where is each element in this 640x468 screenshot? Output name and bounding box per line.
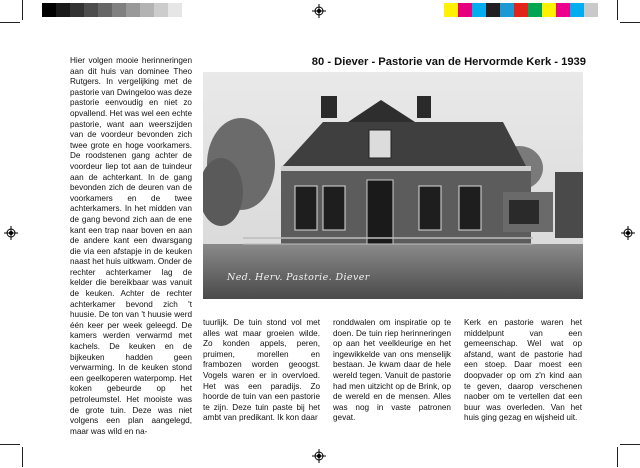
registration-mark-right	[621, 226, 635, 240]
registration-mark-bottom	[312, 449, 326, 463]
crop-mark	[0, 444, 20, 445]
color-swatch	[556, 3, 570, 17]
color-swatch	[528, 3, 542, 17]
color-swatch	[486, 3, 500, 17]
color-control-bar	[444, 3, 598, 17]
registration-mark-left	[4, 226, 18, 240]
paragraph: Hier volgen mooie herinneringen aan dit huis van dominee Theo Rutgers. In vergelijking met de pastorie van Dwingeloo was deze pastorie eenvoudig en niet zo opvallend. Het was wel een echte pastorie, want aan weerszijden van de voordeur bevonden zich twee grote en hoge voorkamers. De roodstenen gang achter de voordeur liep tot aan de tuindeur aan de achterkant. In de gang bevonden zich de deuren van de voorkamers en de twee achterkamers. In het midden van de gang bevond zich aan de ene kant een trap naar boven en aan de andere kant een dwarsgang die via een afstapje in de keuken naast het huis uitkwam. Onder de rechter achterkamer lag de kelder die bereikbaar was vanuit de keuken. Achter de rechter achterkamer bevond zich 't huusie. De ton van 't huusie werd één keer per week geleegd. De kamers werden verwarmd met kachels. De keuken en de bijkeuken hadden geen verwarming. In de keuken stond een geelkoperen waterpomp. Het koken gebeurde op het petroleumstel. Het mooiste was de grote tuin. Deze was niet volgens een plan aangelegd, maar was wild en na-	[70, 56, 192, 436]
photo-caption: Ned. Herv. Pastorie. Diever	[227, 272, 370, 283]
color-swatch	[570, 3, 584, 17]
page-title: 80 - Diever - Pastorie van de Hervormde Kerk - 1939	[311, 56, 586, 68]
color-swatch	[542, 3, 556, 17]
grey-swatch	[56, 3, 70, 17]
grey-swatch	[84, 3, 98, 17]
crop-mark	[617, 447, 618, 467]
paragraph: Kerk en pastorie waren het middelpunt van een gemeenschap. Wel wat op afstand, want de pastorie had een stoep. Daar moest een doopvader op om z'n kind aan te geven, daarop verschenen naober om te vertellen dat een buur was overleden. Van het huis ging gezag en wijsheid uit.	[464, 318, 582, 423]
grey-swatch	[126, 3, 140, 17]
paragraph: tuurlijk. De tuin stond vol met alles wat maar groeien wilde. Zo konden appels, peren, pruimen, morellen en frambozen worden geoogst. Vogels waren er in overvloed. Het was een paradijs. Zo hoorde de tuin van een pastorie te zijn. Deze tuin paste bij het ambt van predikant. Ik kon daar	[203, 318, 320, 423]
color-swatch	[584, 3, 598, 17]
color-swatch	[458, 3, 472, 17]
color-swatch	[444, 3, 458, 17]
crop-mark	[0, 22, 20, 23]
grey-swatch	[140, 3, 154, 17]
crop-mark	[620, 22, 640, 23]
crop-mark	[22, 447, 23, 467]
crop-mark	[617, 0, 618, 20]
grey-swatch	[98, 3, 112, 17]
color-swatch	[500, 3, 514, 17]
text-column-3	[333, 318, 451, 424]
crop-mark	[22, 0, 23, 20]
text-column-left	[70, 56, 192, 437]
grey-swatch	[154, 3, 168, 17]
registration-mark-top	[312, 4, 326, 18]
color-swatch	[472, 3, 486, 17]
grey-scale-bar	[42, 3, 182, 17]
grey-swatch	[70, 3, 84, 17]
paragraph: ronddwalen om inspiratie op te doen. De tuin riep herinneringen op aan het veelkleurige en het ingewikkelde van ons menselijk bestaan. Je kwam daar de hele wereld tegen. Vanuit de pastorie had men uitzicht op de Brink, op de wereld en de mensen. Alles was nog in vaste patronen gevat.	[333, 318, 451, 423]
text-column-2	[203, 318, 320, 424]
text-column-4	[464, 318, 582, 424]
grey-swatch	[168, 3, 182, 17]
color-swatch	[514, 3, 528, 17]
grey-swatch	[112, 3, 126, 17]
pastorie-photograph	[203, 72, 583, 299]
crop-mark	[620, 444, 640, 445]
grey-swatch	[42, 3, 56, 17]
